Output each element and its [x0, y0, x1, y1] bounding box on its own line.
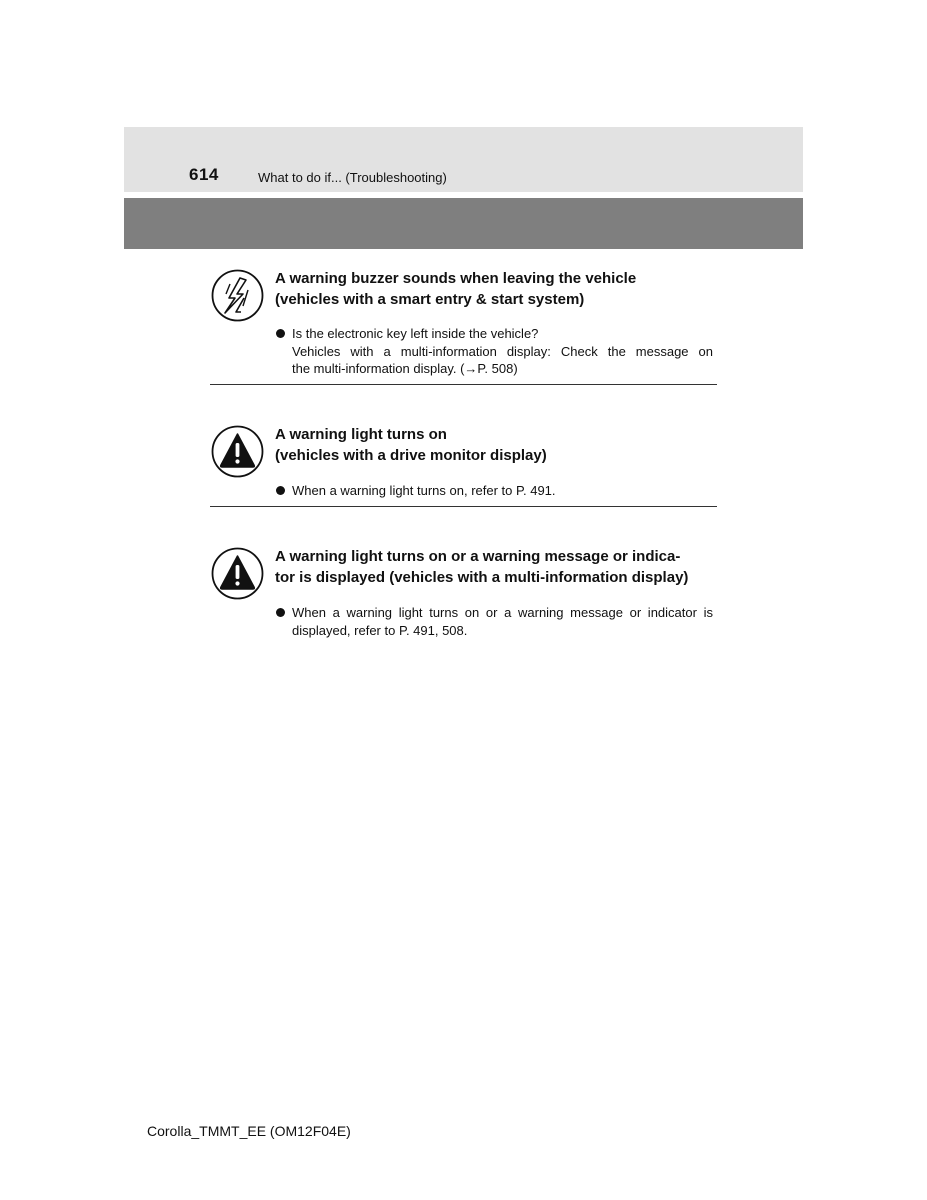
buzzer-icon	[210, 268, 265, 323]
bullet-icon	[276, 486, 285, 495]
bullet-icon	[276, 329, 285, 338]
chapter-title: What to do if... (Troubleshooting)	[258, 170, 447, 185]
bullet-item	[275, 325, 713, 378]
bullet-text-line: displayed, refer to P. 491, 508.	[292, 622, 468, 638]
section-body	[275, 482, 713, 500]
section-heading	[275, 268, 717, 310]
section-divider	[210, 506, 717, 507]
heading-line: tor is displayed (vehicles with a multi-information display)	[275, 569, 689, 586]
bullet-text-line: the multi-information display. (→P. 508)	[292, 361, 518, 376]
bullet-text-line: Is the electronic key left inside the vehicle?	[292, 326, 539, 341]
section-warning-message	[210, 546, 717, 646]
section-title-bar	[124, 198, 803, 249]
heading-line: A warning light turns on or a warning message or indica-	[275, 548, 681, 565]
section-heading	[275, 546, 717, 588]
heading-line: A warning light turns on	[275, 426, 447, 443]
header-band	[124, 127, 803, 192]
section-warning-light	[210, 424, 717, 508]
bullet-item	[275, 482, 713, 500]
section-divider	[210, 384, 717, 385]
section-heading	[275, 424, 717, 466]
section-body	[275, 325, 713, 378]
warning-triangle-icon	[210, 424, 265, 479]
bullet-text-line: Vehicles with a multi-information display: Check the message on	[292, 343, 713, 359]
bullet-text-line: When a warning light turns on, refer to P. 491.	[292, 483, 556, 498]
heading-line: A warning buzzer sounds when leaving the vehicle	[275, 270, 637, 287]
warning-triangle-icon	[210, 546, 265, 601]
bullet-icon	[276, 608, 285, 617]
document-id: Corolla_TMMT_EE (OM12F04E)	[147, 1123, 351, 1139]
page-number: 614	[189, 165, 219, 184]
bullet-text-line: When a warning light turns on or a warning message or indicator is	[292, 605, 713, 620]
section-warning-buzzer	[210, 268, 717, 386]
bullet-item	[275, 604, 713, 639]
heading-line: (vehicles with a drive monitor display)	[275, 447, 547, 464]
section-body	[275, 604, 713, 639]
heading-line: (vehicles with a smart entry & start system)	[275, 291, 585, 308]
